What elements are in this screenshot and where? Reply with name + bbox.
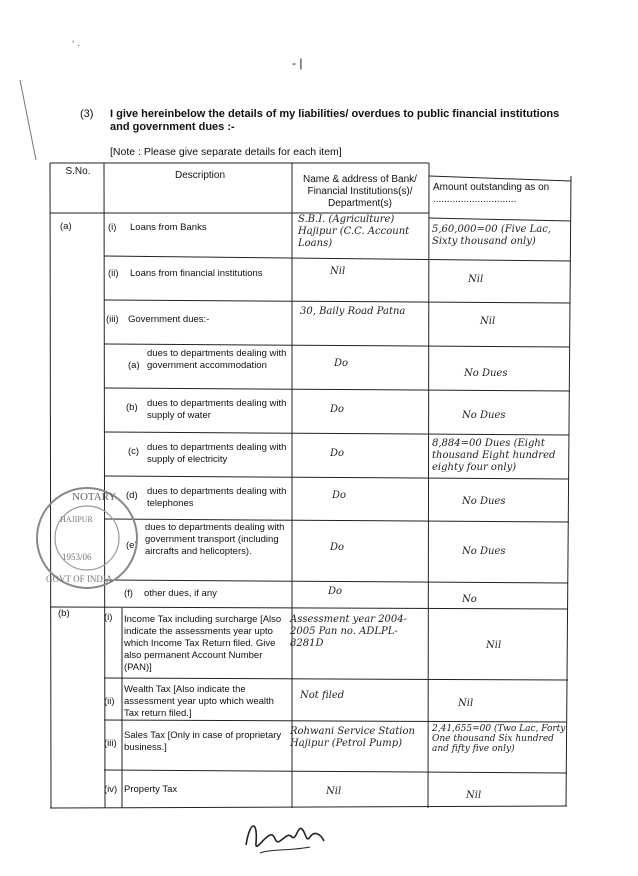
row-amount: Nil xyxy=(466,790,482,801)
row-amount: No Dues xyxy=(462,496,506,507)
row-description: Wealth Tax [Also indicate the assessment year upto which wealth Tax return filed.] xyxy=(124,684,274,719)
row-sno: (b) xyxy=(58,608,70,619)
column-header-sno: S.No. xyxy=(65,166,91,177)
row-bank: Not filed xyxy=(300,690,345,701)
row-description: Loans from Banks xyxy=(130,222,207,233)
stamp-text-2: HAJIPUR xyxy=(60,515,93,524)
column-header-amount: Amount outstanding as on .............................. xyxy=(433,182,550,205)
margin-mark: ʼ · xyxy=(72,40,81,51)
row-description: Government dues:- xyxy=(128,314,210,325)
row-number: (a) xyxy=(128,360,140,371)
row-amount: No Dues xyxy=(464,368,508,379)
row-bank: Assessment year 2004-2005 Pan no. ADLPL-8281D xyxy=(290,614,408,649)
row-number: (b) xyxy=(126,402,138,413)
page-mark: - | xyxy=(292,56,303,70)
row-description: dues to departments dealing with supply of electricity xyxy=(147,442,287,465)
row-amount: No Dues xyxy=(462,546,506,557)
row-description: dues to departments dealing with telephones xyxy=(147,486,287,509)
note: [Note : Please give separate details for each item] xyxy=(110,146,342,158)
row-number: (e) xyxy=(126,540,138,551)
row-number: (c) xyxy=(128,446,140,457)
row-bank: Rohwani Service Station Hajipur (Petrol Pump) xyxy=(290,726,415,749)
row-description: dues to departments dealing with government accommodation xyxy=(147,348,287,371)
row-sno: (a) xyxy=(60,221,72,232)
row-number: (i) xyxy=(108,222,117,233)
row-bank: Do xyxy=(330,404,345,415)
column-header-bank: Name & address of Bank/ Financial Institutions(s)/ Department(s) xyxy=(303,174,417,209)
row-amount: No Dues xyxy=(462,410,506,421)
row-description: other dues, if any xyxy=(144,588,217,599)
row-description: Property Tax xyxy=(124,784,178,795)
row-bank: Do xyxy=(330,448,345,459)
row-number: (i) xyxy=(104,612,113,623)
row-number: (ii) xyxy=(108,268,119,279)
row-description: dues to departments dealing with supply of water xyxy=(147,398,287,421)
row-amount: Nil xyxy=(480,316,496,327)
item-number: (3) xyxy=(80,108,94,120)
row-description: Income Tax including surcharge [Also indicate the assessments year upto which Income Tax Return filed. Give also permanent Account Number (PAN)] xyxy=(124,614,282,673)
stamp-text-1: NOTARY xyxy=(72,491,117,503)
row-bank: 30, Baily Road Patna xyxy=(300,306,406,317)
row-bank: Nil xyxy=(330,266,346,277)
row-bank: Do xyxy=(332,490,347,501)
notary-stamp xyxy=(32,478,142,598)
row-description: dues to departments dealing with government transport (including aircrafts and helicopters). xyxy=(145,522,285,557)
row-number: (iii) xyxy=(106,314,119,325)
row-description: Sales Tax [Only in case of proprietary business.] xyxy=(124,730,282,753)
stamp-text-4: GOVT OF INDIA xyxy=(46,574,113,584)
row-number: (iv) xyxy=(104,784,118,795)
row-bank: Do xyxy=(334,358,349,369)
row-number: (iii) xyxy=(104,738,117,749)
row-bank: S.B.I. (Agriculture) Hajipur (C.C. Account Loans) xyxy=(298,214,410,249)
row-number: (f) xyxy=(124,588,133,599)
row-amount: 8,884=00 Dues (Eight thousand Eight hundred eighty four only) xyxy=(432,438,556,473)
section-heading: I give hereinbelow the details of my liabilities/ overdues to public financial institutions and government dues :- xyxy=(110,108,560,133)
row-amount: Nil xyxy=(486,640,502,651)
row-amount: 5,60,000=00 (Five Lac, Sixty thousand only) xyxy=(432,224,551,247)
column-header-description: Description xyxy=(174,170,226,181)
row-bank: Nil xyxy=(326,786,342,797)
row-amount: Nil xyxy=(468,274,484,285)
row-number: (ii) xyxy=(104,696,115,707)
row-amount: No xyxy=(462,594,477,605)
row-amount: Nil xyxy=(458,698,474,709)
row-description: Loans from financial institutions xyxy=(130,268,263,279)
signature xyxy=(240,815,330,860)
row-amount: 2,41,655=00 (Two Lac, Forty One thousand Six hundred and fifty five only) xyxy=(432,724,566,754)
stamp-text-3: 1953/06 xyxy=(62,552,92,562)
row-bank: Do xyxy=(328,586,343,597)
row-bank: Do xyxy=(330,542,345,553)
row-number: (d) xyxy=(126,490,138,501)
